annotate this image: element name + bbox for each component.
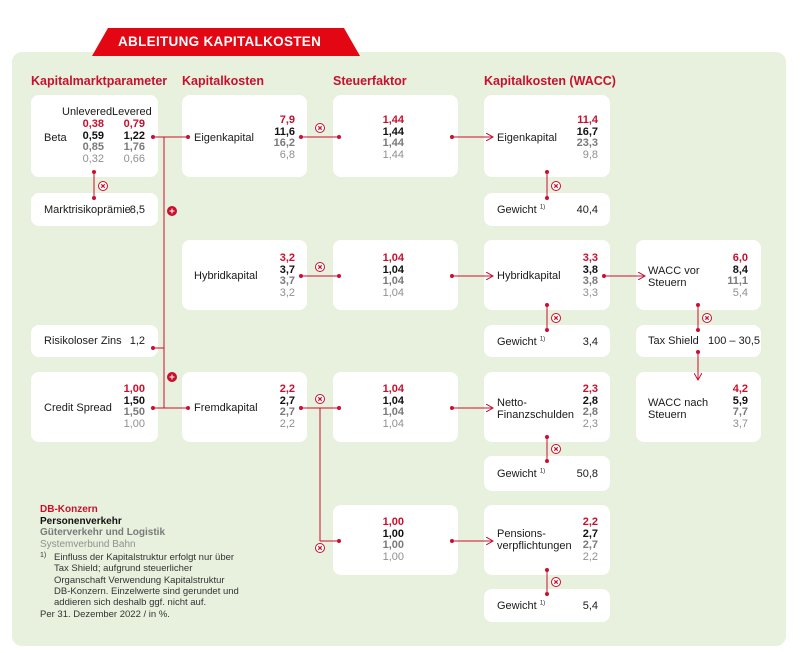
debt-value: 2,2	[279, 383, 295, 395]
plus-icon	[168, 207, 177, 216]
tax-hybrid-value: 1,04	[382, 252, 404, 264]
equity-value: 11,6	[274, 125, 295, 138]
tax-shield-value: 100 – 30,5	[708, 335, 760, 347]
wacc-hybrid-value: 3,8	[582, 275, 598, 287]
header-wacc: Kapitalkosten (WACC)	[484, 74, 616, 88]
header-cost-of-capital: Kapitalkosten	[182, 74, 264, 88]
wacc-pension-value: 2,7	[582, 539, 598, 551]
market-risk-label: Marktrisikoprämie	[44, 204, 131, 216]
wacc-post-tax-value: 7,7	[732, 406, 748, 418]
wacc-pre-tax-value: 5,4	[732, 286, 748, 299]
tax-pension-value: 1,00	[382, 527, 404, 540]
wacc-net-debt-value: 2,8	[582, 406, 598, 418]
credit-spread-value: 1,00	[123, 417, 145, 430]
wacc-pre-tax-value: 8,4	[732, 263, 748, 276]
hybrid-value: 3,2	[279, 252, 295, 264]
legend-item: Personenverkehr	[40, 515, 122, 527]
weight-label: Gewicht $^{1)}$	[497, 600, 546, 612]
weight-net-debt-value: 50,8	[576, 468, 598, 480]
plus-icon	[168, 373, 177, 382]
tax-debt-value: 1,04	[382, 406, 404, 418]
tax-equity-value: 1,44	[382, 137, 404, 149]
tax-pension-value: 1,00	[382, 550, 404, 563]
beta-unlevered-value: 0,32	[82, 152, 104, 165]
wacc-equity-value: 23,3	[576, 137, 598, 149]
beta-unlevered-value: 0,38	[82, 118, 104, 130]
wacc-pension-value: 2,2	[582, 550, 598, 563]
weight-hybrid-value: 3,4	[582, 336, 598, 348]
weight-equity-value: 40,4	[576, 204, 598, 216]
weight-pension-value: 5,4	[582, 600, 598, 612]
tax-shield-label: Tax Shield	[648, 335, 699, 347]
footnote	[40, 552, 240, 621]
wacc-net-debt-label: Netto-	[497, 397, 527, 409]
equity-label: Eigenkapital	[194, 132, 254, 144]
legend-item: Güterverkehr und Logistik	[40, 527, 166, 538]
wacc-post-tax-value: 5,9	[732, 394, 748, 407]
levered-label: Levered	[112, 106, 152, 118]
beta-levered-value: 0,66	[123, 152, 145, 165]
wacc-pre-tax-label: Steuern	[648, 277, 687, 289]
tax-debt-value: 1,04	[382, 394, 404, 407]
header-market-parameters: Kapitalmarktparameter	[31, 74, 168, 88]
tax-equity-value: 1,44	[382, 125, 404, 138]
debt-value: 2,7	[279, 406, 295, 418]
equity-value: 7,9	[279, 114, 295, 126]
wacc-post-tax-label: Steuern	[648, 409, 687, 421]
risk-free-value: 1,2	[129, 335, 145, 347]
tax-debt-value: 1,04	[382, 383, 404, 395]
tax-pension-value: 1,00	[382, 516, 404, 528]
hybrid-value: 3,7	[279, 275, 295, 287]
tax-debt-value: 1,04	[382, 417, 404, 430]
credit-spread-value: 1,50	[123, 394, 145, 407]
wacc-pre-tax-value: 11,1	[727, 275, 748, 287]
weight-label: Gewicht $^{1)}$	[497, 204, 546, 216]
wacc-equity-value: 16,7	[576, 125, 598, 138]
beta-label: Beta	[44, 132, 67, 144]
wacc-pension-label: Pensions-	[497, 528, 546, 540]
tax-hybrid-value: 1,04	[382, 286, 404, 299]
tax-hybrid-value: 1,04	[382, 263, 404, 276]
wacc-hybrid-value: 3,3	[582, 286, 598, 299]
wacc-equity-label: Eigenkapital	[497, 132, 557, 144]
unlevered-label: Unlevered	[62, 106, 113, 118]
debt-value: 2,7	[279, 394, 295, 407]
credit-spread-value: 1,00	[123, 383, 145, 395]
wacc-hybrid-value: 3,8	[582, 263, 598, 276]
beta-levered-value: 1,22	[123, 129, 145, 142]
hybrid-label: Hybridkapital	[194, 270, 258, 282]
wacc-hybrid-label: Hybridkapital	[497, 270, 561, 282]
debt-value: 2,2	[279, 417, 295, 430]
wacc-net-debt-value: 2,3	[582, 417, 598, 430]
wacc-equity-value: 11,4	[577, 114, 598, 126]
tax-hybrid-value: 1,04	[382, 275, 404, 287]
credit-spread-value: 1,50	[123, 406, 145, 418]
equity-value: 16,2	[273, 137, 295, 149]
wacc-post-tax-label: WACC nach	[648, 397, 709, 409]
wacc-pension-value: 2,7	[582, 527, 598, 540]
hybrid-value: 3,7	[279, 263, 295, 276]
legend	[40, 504, 165, 550]
footnote-text: Einfluss der Kapitalstruktur erfolgt nur über Tax Shield; aufgrund steuerlicher Organschaft Verwendung Kapitalstruktur DB-Konzern. Einzelwerte sind gerundet und addieren sich deshalb ggf. nicht auf.	[54, 552, 239, 609]
credit-spread-label: Credit Spread	[44, 402, 112, 414]
equity-value: 6,8	[279, 148, 295, 161]
legend-item: Systemverbund Bahn	[40, 538, 136, 550]
wacc-pre-tax-value: 6,0	[732, 252, 748, 264]
beta-unlevered-value: 0,85	[82, 141, 104, 153]
wacc-net-debt-label: Finanzschulden	[497, 409, 575, 421]
wacc-pension-value: 2,2	[582, 516, 598, 528]
beta-levered-value: 0,79	[123, 118, 145, 130]
footnote-mark: 1)	[40, 552, 47, 559]
wacc-post-tax-value: 3,7	[732, 417, 748, 430]
legend-item: DB-Konzern	[40, 504, 98, 515]
tax-equity-value: 1,44	[382, 148, 404, 161]
debt-label: Fremdkapital	[194, 402, 258, 414]
beta-levered-value: 1,76	[123, 141, 145, 153]
wacc-equity-value: 9,8	[582, 148, 598, 161]
tax-equity-value: 1,44	[382, 114, 404, 126]
wacc-post-tax-value: 4,2	[732, 383, 748, 395]
risk-free-label: Risikoloser Zins	[44, 335, 122, 347]
market-risk-value: 8,5	[129, 204, 145, 216]
wacc-pre-tax-label: WACC vor	[648, 265, 700, 277]
weight-label: Gewicht $^{1)}$	[497, 468, 546, 480]
wacc-pension-label: verpflichtungen	[497, 540, 572, 552]
wacc-net-debt-value: 2,8	[582, 394, 598, 407]
footnote-period: Per 31. Dezember 2022 / in %.	[40, 609, 170, 621]
tax-pension-value: 1,00	[382, 539, 404, 551]
wacc-hybrid-value: 3,3	[582, 252, 598, 264]
page-title: ABLEITUNG KAPITALKOSTEN	[118, 34, 322, 49]
beta-unlevered-value: 0,59	[82, 129, 104, 142]
hybrid-value: 3,2	[279, 286, 295, 299]
wacc-net-debt-value: 2,3	[582, 383, 598, 395]
weight-label: Gewicht $^{1)}$	[497, 336, 546, 348]
header-tax-factor: Steuerfaktor	[333, 74, 407, 88]
